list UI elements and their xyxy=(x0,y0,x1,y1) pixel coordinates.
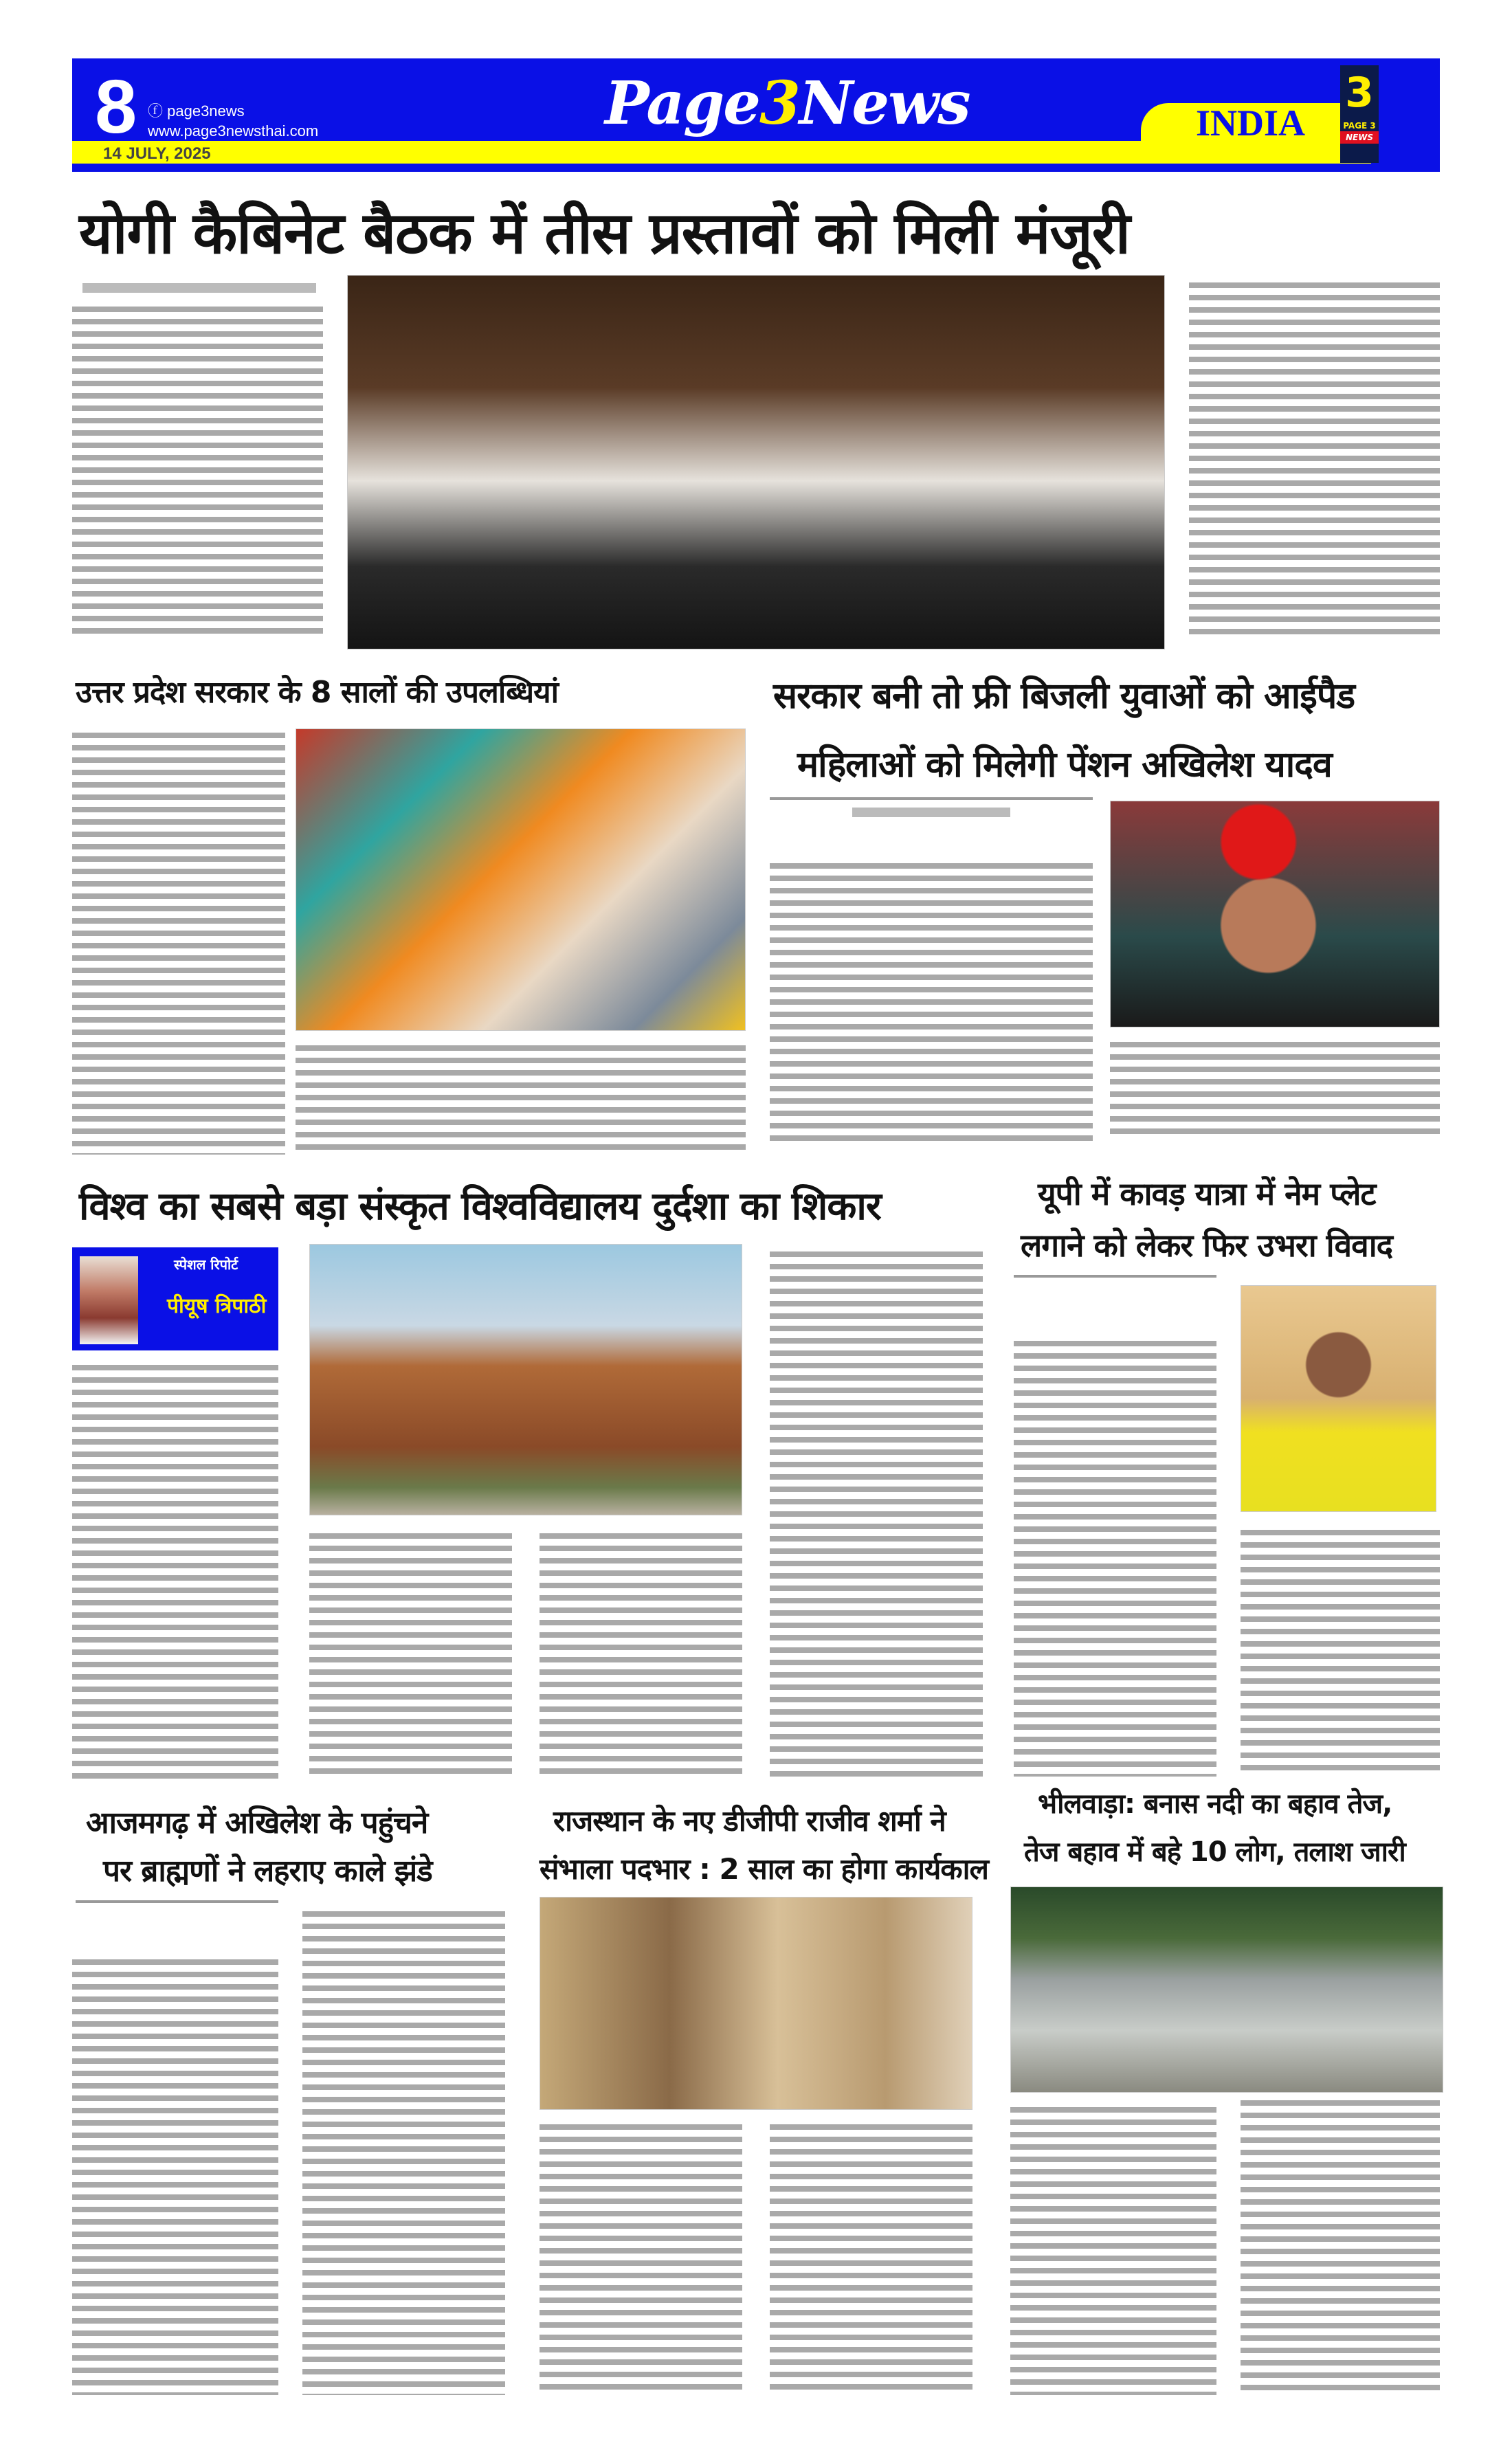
politician-photo[interactable] xyxy=(1241,1285,1436,1512)
logo-number: 3 xyxy=(759,69,799,138)
cabinet-meeting-photo[interactable] xyxy=(347,275,1165,649)
article-text xyxy=(770,2120,972,2395)
byline xyxy=(82,283,316,293)
badge-number: 3 xyxy=(1345,69,1374,117)
special-report-label: स्पेशल रिपोर्ट xyxy=(174,1256,238,1273)
divider xyxy=(1014,1275,1216,1278)
badge-sub: NEWS xyxy=(1340,131,1379,144)
article-text xyxy=(296,1041,746,1151)
article-text xyxy=(309,1529,512,1780)
website-link[interactable]: www.page3newsthai.com xyxy=(148,122,319,140)
issue-date: 14 JULY, 2025 xyxy=(103,144,211,163)
edition-label: INDIA xyxy=(1196,102,1306,144)
social-handle[interactable]: ⓕ page3news xyxy=(148,102,245,120)
article-text xyxy=(72,728,285,1155)
story-headline[interactable]: आजमगढ़ में अखिलेश के पहुंचने xyxy=(86,1805,428,1840)
newspaper-logo xyxy=(605,69,970,138)
story-headline[interactable]: भीलवाड़ा: बनास नदी का बहाव तेज, xyxy=(1038,1788,1392,1820)
divider xyxy=(770,797,1093,800)
byline xyxy=(852,808,1010,817)
lead-headline[interactable]: योगी कैबिनेट बैठक में तीस प्रस्तावों को मिली मंजूरी xyxy=(79,199,1130,267)
special-report-box xyxy=(72,1247,278,1350)
logo-text: News xyxy=(799,69,970,138)
author-name: पीयूष त्रिपाठी xyxy=(167,1294,267,1318)
story-headline[interactable]: यूपी में कावड़ यात्रा में नेम प्लेट xyxy=(1038,1175,1376,1212)
article-text xyxy=(1010,2103,1216,2395)
story-headline[interactable]: तेज बहाव में बहे 10 लोग, तलाश जारी xyxy=(1024,1836,1405,1868)
article-text xyxy=(540,2120,742,2395)
story-headline[interactable]: लगाने को लेकर फिर उभरा विवाद xyxy=(1021,1227,1393,1264)
flooded-river-photo[interactable] xyxy=(1010,1887,1443,2093)
article-text xyxy=(1241,1526,1440,1777)
story-headline[interactable]: सरकार बनी तो फ्री बिजली युवाओं को आईपैड xyxy=(773,676,1355,717)
story-headline[interactable]: उत्तर प्रदेश सरकार के 8 सालों की उपलब्धियां xyxy=(76,675,559,710)
sanskrit-university-photo[interactable] xyxy=(309,1244,742,1515)
logo-text: Page xyxy=(605,69,759,138)
story-headline[interactable]: महिलाओं को मिलेगी पेंशन अखिलेश यादव xyxy=(797,744,1332,786)
divider xyxy=(76,1900,278,1903)
author-photo xyxy=(80,1256,138,1344)
story-headline[interactable]: विश्व का सबसे बड़ा संस्कृत विश्वविद्यालय दुर्दशा का शिकार xyxy=(79,1184,881,1229)
masthead-date-band xyxy=(72,141,1144,164)
badge-label: PAGE 3 xyxy=(1343,121,1376,131)
story-headline[interactable]: पर ब्राह्मणों ने लहराए काले झंडे xyxy=(103,1854,432,1889)
article-text xyxy=(72,1361,278,1780)
article-text xyxy=(302,1907,505,2395)
article-text xyxy=(770,859,1093,1141)
article-text xyxy=(1241,2096,1440,2395)
article-text xyxy=(72,1955,278,2395)
article-text xyxy=(1189,278,1440,639)
page3-badge-logo xyxy=(1340,65,1379,163)
akhilesh-yadav-photo[interactable] xyxy=(1110,801,1440,1027)
article-text xyxy=(1014,1337,1216,1777)
page-number: 8 xyxy=(95,65,137,149)
article-text xyxy=(770,1247,983,1780)
story-headline[interactable]: संभाला पदभार : 2 साल का होगा कार्यकाल xyxy=(540,1852,988,1886)
article-text xyxy=(72,302,323,639)
ritual-gathering-photo[interactable] xyxy=(296,728,746,1031)
story-headline[interactable]: राजस्थान के नए डीजीपी राजीव शर्मा ने xyxy=(553,1804,946,1838)
facebook-handle: page3news xyxy=(167,102,245,120)
article-text xyxy=(540,1529,742,1780)
article-text xyxy=(1110,1038,1440,1141)
dgp-handshake-photo[interactable] xyxy=(540,1897,972,2110)
